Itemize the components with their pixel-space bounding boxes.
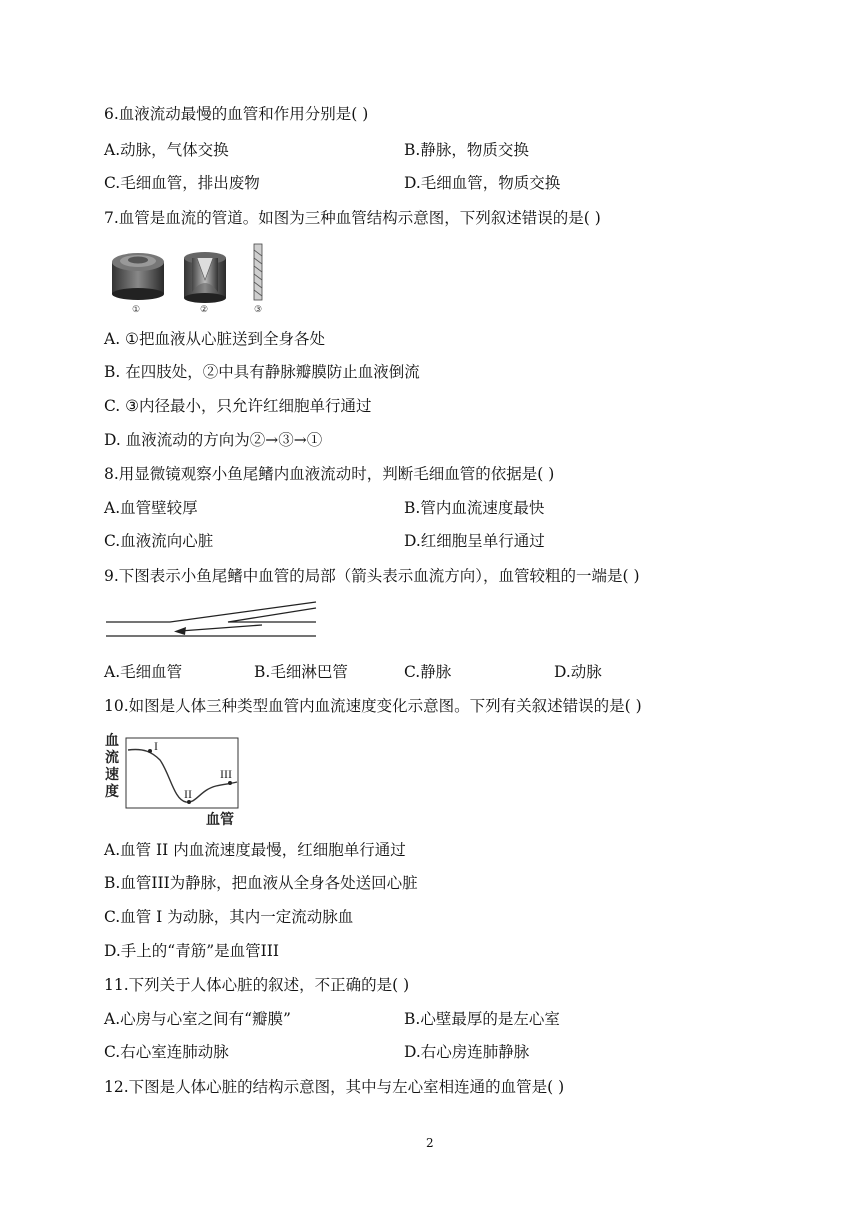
- blood-vessel-structure-figure: [108, 240, 268, 316]
- question-6-option-b: B.静脉，物质交换: [404, 141, 529, 159]
- curve-label-1: I: [154, 739, 158, 753]
- question-11-option-c: C.右心室连肺动脉: [104, 1043, 229, 1061]
- question-7-option-d: D. 血液流动的方向为②→③→①: [104, 431, 323, 449]
- y-label-char-1: 血: [105, 733, 119, 749]
- question-12-stem: 12.下图是人体心脏的结构示意图，其中与左心室相连通的血管是( ): [104, 1078, 565, 1096]
- question-11-option-a: A.心房与心室之间有“瓣膜”: [104, 1010, 291, 1028]
- y-label-char-2: 流: [105, 750, 119, 766]
- question-10-stem: 10.如图是人体三种类型血管内血流速度变化示意图。下列有关叙述错误的是( ): [104, 697, 642, 715]
- question-10-option-b: B.血管III为静脉，把血液从全身各处送回心脏: [104, 874, 418, 892]
- question-11-option-b: B.心壁最厚的是左心室: [404, 1010, 560, 1028]
- question-6-option-c: C.毛细血管，排出废物: [104, 174, 260, 192]
- question-9-option-c: C.静脉: [404, 663, 452, 681]
- y-label-char-4: 度: [105, 784, 119, 800]
- question-11-stem: 11.下列关于人体心脏的叙述，不正确的是( ): [104, 976, 410, 994]
- question-10-option-c: C.血管 I 为动脉，其内一定流动脉血: [104, 908, 354, 926]
- question-9-option-a: A.毛细血管: [104, 663, 183, 681]
- curve-label-2: II: [184, 787, 192, 801]
- question-7-option-b: B. 在四肢处，②中具有静脉瓣膜防止血液倒流: [104, 363, 420, 381]
- question-6-option-d: D.毛细血管，物质交换: [404, 174, 561, 192]
- question-6-stem: 6.血液流动最慢的血管和作用分别是( ): [104, 105, 369, 123]
- vein-figure: [184, 252, 226, 303]
- y-label-char-3: 速: [105, 767, 119, 783]
- question-10-option-a: A.血管 II 内血流速度最慢，红细胞单行通过: [104, 841, 406, 859]
- artery-figure: [112, 253, 164, 300]
- question-7-option-a: A. ①把血液从心脏送到全身各处: [104, 330, 325, 348]
- figure-label-3: ③: [254, 305, 263, 315]
- question-6-option-a: A.动脉，气体交换: [104, 141, 229, 159]
- fish-tail-vessel-figure: [104, 598, 324, 648]
- question-11-option-d: D.右心房连肺静脉: [404, 1043, 530, 1061]
- question-8-option-d: D.红细胞呈单行通过: [404, 532, 545, 550]
- question-9-stem: 9.下图表示小鱼尾鳍中血管的局部（箭头表示血流方向），血管较粗的一端是( ): [104, 567, 640, 585]
- question-10-option-d: D.手上的“青筋”是血管III: [104, 942, 280, 960]
- question-7-stem: 7.血管是血流的管道。如图为三种血管结构示意图，下列叙述错误的是( ): [104, 209, 601, 227]
- question-9-option-d: D.动脉: [554, 663, 602, 681]
- capillary-figure: [254, 244, 262, 300]
- figure-label-2: ②: [200, 305, 209, 315]
- x-axis-label: 血管: [206, 812, 234, 828]
- blood-flow-speed-figure: [104, 730, 244, 828]
- blood-flow-arrow: [174, 625, 262, 635]
- curve-label-3: III: [220, 767, 232, 781]
- figure-label-1: ①: [132, 305, 141, 315]
- question-8-option-a: A.血管壁较厚: [104, 499, 198, 517]
- question-9-option-b: B.毛细淋巴管: [254, 663, 348, 681]
- question-7-option-c: C. ③内径最小，只允许红细胞单行通过: [104, 397, 372, 415]
- question-8-stem: 8.用显微镜观察小鱼尾鳍内血液流动时，判断毛细血管的依据是( ): [104, 465, 555, 483]
- question-8-option-b: B.管内血流速度最快: [404, 499, 545, 517]
- page-number: 2: [426, 1136, 434, 1150]
- question-8-option-c: C.血液流向心脏: [104, 532, 214, 550]
